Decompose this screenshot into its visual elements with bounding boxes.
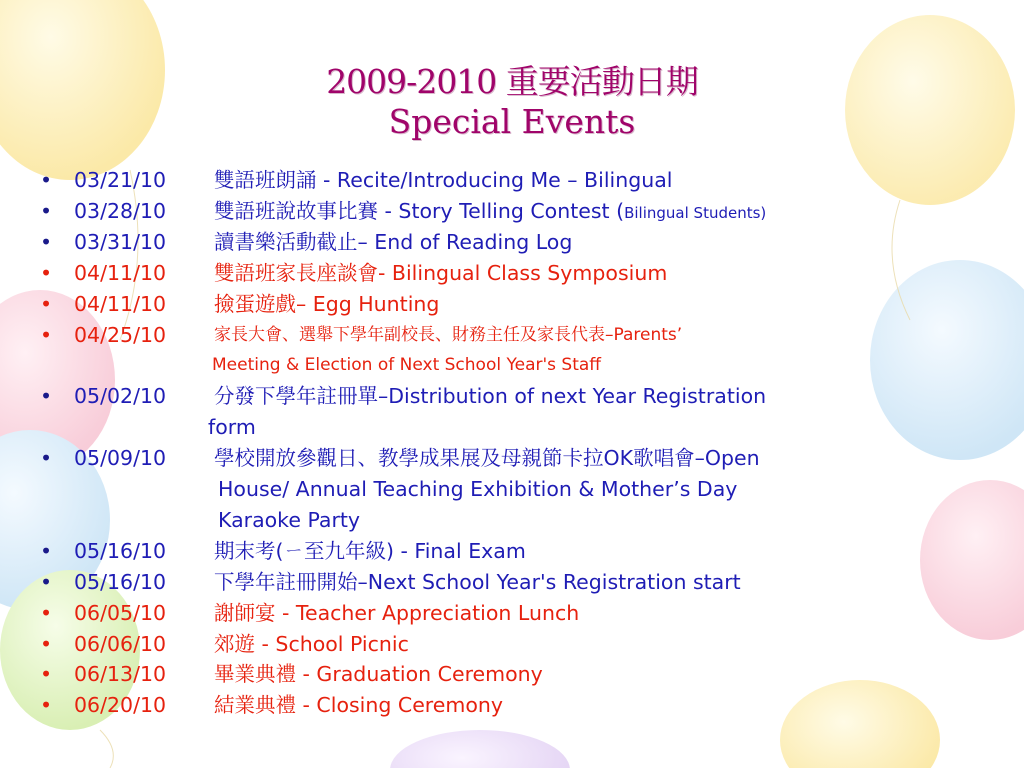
event-description-text: 雙語班家長座談會- Bilingual Class Symposium (214, 260, 668, 285)
event-description (214, 629, 409, 660)
event-description (214, 165, 672, 196)
event-date: 04/25/10 (74, 322, 167, 347)
event-description (214, 659, 543, 690)
bullet-icon: • (40, 631, 53, 656)
bullet-icon: • (40, 662, 53, 687)
event-date: 04/11/10 (74, 260, 167, 285)
event-date: 05/16/10 (74, 569, 167, 594)
event-item (40, 258, 1000, 289)
event-date: 06/20/10 (74, 693, 167, 718)
event-description (214, 320, 682, 351)
event-item (40, 598, 1000, 629)
event-description (214, 567, 741, 598)
event-date: 06/13/10 (74, 662, 167, 687)
event-description (214, 227, 572, 258)
bullet-icon: • (40, 538, 53, 563)
bullet-icon: • (40, 291, 53, 316)
event-description-small: Bilingual Students) (624, 203, 767, 222)
bullet-icon: • (40, 600, 53, 625)
event-date: 03/21/10 (74, 168, 167, 192)
event-description (214, 598, 579, 629)
event-description (214, 690, 503, 721)
event-date: 06/05/10 (74, 600, 167, 625)
event-description-text: 雙語班朗誦 - Recite/Introducing Me – Bilingual (214, 168, 673, 192)
event-item (40, 659, 1000, 690)
bullet-icon: • (40, 693, 53, 718)
event-description (214, 289, 439, 320)
event-date: 06/06/10 (74, 631, 167, 656)
event-date: 05/09/10 (74, 446, 167, 471)
event-description-text: 謝師宴 - Teacher Appreciation Lunch (214, 600, 580, 625)
event-description-text: 畢業典禮 - Graduation Ceremony (214, 662, 543, 687)
event-description-text: 讀書樂活動截止– End of Reading Log (214, 229, 573, 254)
event-date: 04/11/10 (74, 291, 167, 316)
event-item (40, 443, 1000, 536)
event-description-text: 家長大會、選舉下學年副校長、財務主任及家長代表–Parents’ (214, 324, 683, 345)
bullet-icon: • (40, 198, 53, 223)
event-item (40, 629, 1000, 660)
event-item (40, 567, 1000, 598)
title-line-chinese: 2009-2010 重要活動日期 (326, 62, 698, 101)
event-date: 05/02/10 (74, 384, 167, 409)
event-description-text: 期末考(ㄧ至九年級) - Final Exam (214, 538, 526, 563)
event-description-text: 下學年註冊開始–Next School Year's Registration start (214, 569, 741, 594)
event-item (40, 289, 1000, 320)
event-continuation: Karaoke Party (218, 507, 361, 532)
title-line-english: Special Events (388, 102, 636, 141)
event-item (40, 381, 1000, 443)
event-description-text: 雙語班說故事比賽 - Story Telling Contest ( (214, 198, 625, 223)
event-description (214, 536, 526, 567)
bullet-icon: • (40, 384, 53, 409)
event-date: 03/28/10 (74, 198, 167, 223)
event-item (40, 320, 1000, 382)
event-item (40, 690, 1000, 721)
event-date: 03/31/10 (74, 229, 167, 254)
event-date: 05/16/10 (74, 538, 167, 563)
bullet-icon: • (40, 260, 53, 285)
event-continuation: House/ Annual Teaching Exhibition & Mother’s Day (218, 476, 738, 501)
bullet-icon: • (40, 168, 53, 192)
event-description-text: 結業典禮 - Closing Ceremony (214, 693, 504, 718)
event-description (214, 258, 667, 289)
event-item (40, 536, 1000, 567)
event-item (40, 196, 1000, 227)
bullet-icon: • (40, 322, 53, 347)
event-description-text: 撿蛋遊戲– Egg Hunting (214, 291, 440, 316)
event-description (214, 196, 766, 229)
slide-title (0, 62, 1024, 142)
bullet-icon: • (40, 446, 53, 471)
bullet-icon: • (40, 229, 53, 254)
event-continuation: form (208, 415, 256, 440)
event-item (40, 227, 1000, 258)
event-description (214, 381, 766, 412)
event-description-text: 分發下學年註冊單–Distribution of next Year Registration (214, 384, 767, 409)
event-continuation: Meeting & Election of Next School Year's Staff (212, 355, 601, 376)
event-item (40, 165, 1000, 196)
event-description-text: 郊遊 - School Picnic (214, 631, 409, 656)
bullet-icon: • (40, 569, 53, 594)
event-description-text: 學校開放參觀日、教學成果展及母親節卡拉OK歌唱會–Open (214, 446, 760, 471)
event-description (214, 443, 760, 474)
